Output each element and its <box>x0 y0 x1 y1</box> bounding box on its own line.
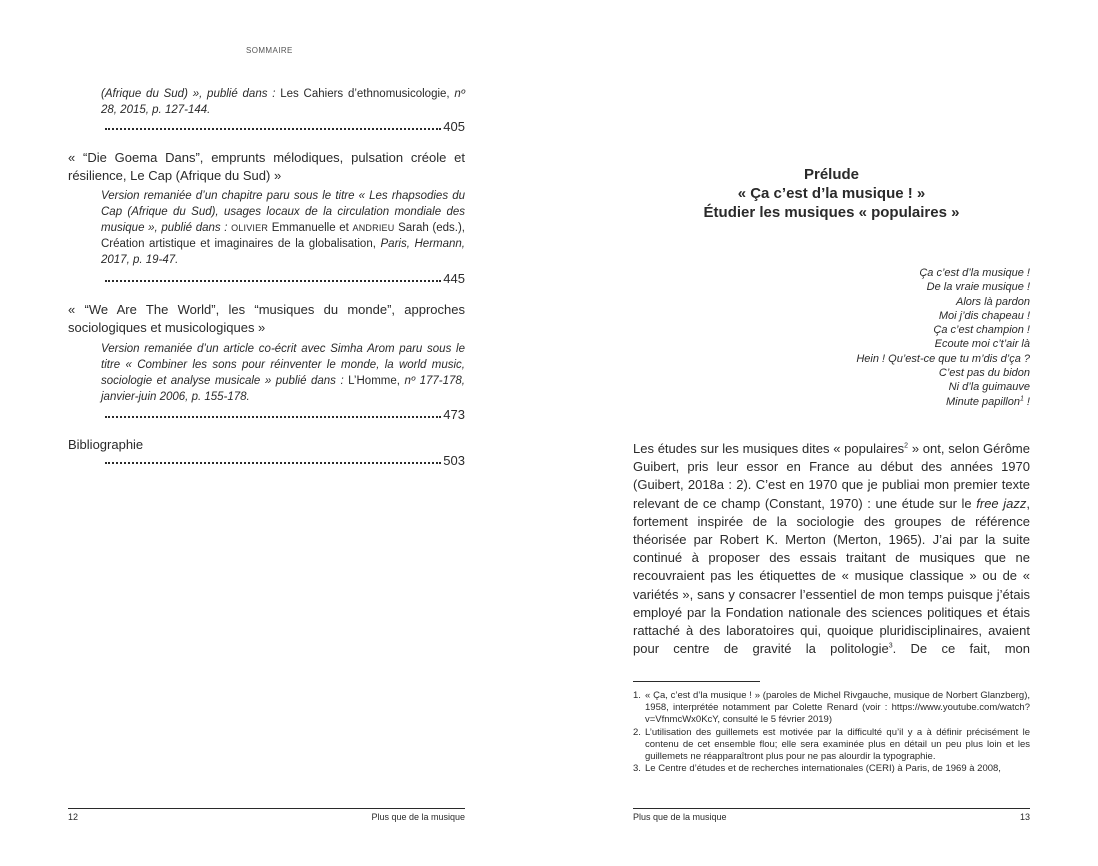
chapter-title-line: Étudier les musiques « populaires » <box>703 204 960 221</box>
epigraph-line: Ça c’est champion ! <box>933 324 1030 337</box>
epigraph <box>856 266 1030 409</box>
toc-page-number[interactable]: 503 <box>443 453 465 468</box>
epigraph-line: Ni d’la guimauve <box>948 381 1030 394</box>
toc-entry-note: Version remaniée d’un article co-écrit avec Simha Arom paru sous le titre « Combiner les sons pour réinventer le monde, la world music, sociologie et analyse musicale » publié dans : L’Homme, nº 177-178, janvier-juin 2006, p. 155-178. <box>101 343 465 403</box>
toc-page-number[interactable]: 445 <box>443 271 465 286</box>
right-page <box>549 0 1098 866</box>
epigraph-line: Ça c’est d’la musique ! <box>919 267 1030 279</box>
toc-leader[interactable] <box>101 271 465 287</box>
epigraph-line: Ecoute moi c’t’air là <box>934 338 1030 351</box>
epigraph-line: Hein ! Qu’est-ce que tu m’dis d’ça ? <box>856 352 1030 365</box>
footnote-ref[interactable]: 2 <box>904 442 909 450</box>
footnotes <box>633 690 1030 775</box>
footnote-ref[interactable]: 1 <box>1019 395 1024 403</box>
toc-entry-title: « “We Are The World”, les “musiques du monde”, approches sociologiques et musicologiques » <box>68 302 465 335</box>
toc-leader[interactable] <box>101 119 465 135</box>
epigraph-line: C’est pas du bidon <box>938 367 1030 380</box>
footnote-ref[interactable]: 3 <box>888 642 893 650</box>
epigraph-line: De la vraie musique ! <box>926 281 1030 294</box>
footnote: 3. Le Centre d’études et de recherches internationales (CERI) à Paris, de 1969 à 2008, <box>633 763 1001 775</box>
chapter-title <box>633 165 1030 222</box>
toc-leader[interactable] <box>101 407 465 423</box>
toc-entry-note: (Afrique du Sud) », publié dans : Les Cahiers d’ethnomusicologie, nº 28, 2015, p. 127-144. <box>101 88 465 116</box>
toc-page-number[interactable]: 473 <box>443 407 465 422</box>
page-number: 12 <box>68 812 79 822</box>
footnote: 2. L’utilisation des guillemets est motivée par la difficulté qu’il y a à définir précisément le contenu de cet ensemble flou; elle sera examinée plus en détail un peu plus loin et les guillemets ne réapparaîtront plus pour ne pas alourdir la typographie. <box>633 726 1030 763</box>
chapter-title-line: Prélude <box>803 166 860 183</box>
epigraph-line: Alors là pardon <box>956 295 1030 308</box>
footer-book-title: Plus que de la musique <box>371 812 465 822</box>
toc-page-number[interactable]: 405 <box>443 119 465 134</box>
running-header: SOMMAIRE <box>246 46 293 55</box>
chapter-title-line: « Ça c’est d’la musique ! » <box>737 185 926 202</box>
toc-entry-title: Bibliographie <box>68 437 144 452</box>
toc-entry-note: Version remaniée d’un chapitre paru sous le titre « Les rhapsodies du Cap (Afrique du Sud), usages locaux de la circulation mondiale des musique », publié dans : OLIVIER Emmanuelle et ANDRIEU Sarah (eds.), Création artistique et imaginaires de la globalisation, Paris, Hermann, 2017, p. 19-47. <box>101 190 465 266</box>
footnote-rule <box>633 681 760 682</box>
footnote: 1. « Ça, c’est d’la musique ! » (paroles de Michel Rivgauche, musique de Norbert Glanzberg), 1958, interprétée notamment par Colette Renard (voir : https://www.youtube.com/watch?v=VfnmcWx0KcY, consulté le 5 février 2019) <box>633 690 1030 726</box>
epigraph-line: Moi j’dis chapeau ! <box>938 309 1030 322</box>
footer-rule <box>633 808 1030 809</box>
epigraph-line: Minute papillon$^1$ ! <box>945 395 1030 408</box>
toc-entry-title: « “Die Goema Dans”, emprunts mélodiques, pulsation créole et résilience, Le Cap (Afrique du Sud) » <box>68 150 465 183</box>
page-number: 13 <box>1019 812 1030 822</box>
body-paragraph: Les études sur les musiques dites « populaires$^2$ » ont, selon Gérôme Guibert, pris leur essor en France au début des années 1970 (Guibert, 2018a : 2). C’est en 1970 que je publiai mon premier texte relevant de ce champ (Constant, 1970) : une étude sur le free jazz, fortement inspirée de la sociologie des groupes de référence théorisée par Robert K. Merton (Merton, 1965). J’ai par la suite continué à proposer des essais traitant de musiques que ne recouvraient pas les étiquettes de « musique classique » ou de « variétés », sans y consacrer l’essentiel de mon temps puisque j’étais employé par la Fondation nationale des sciences politiques et étais rattaché à des laboratoires qui, quoique pluridisciplinaires, avaient pour centre de gravité la politologie$^3$. De ce fait, mon <box>633 441 1030 657</box>
footer-book-title: Plus que de la musique <box>633 812 727 822</box>
toc-leader[interactable] <box>101 453 465 469</box>
footer-rule <box>68 808 465 809</box>
